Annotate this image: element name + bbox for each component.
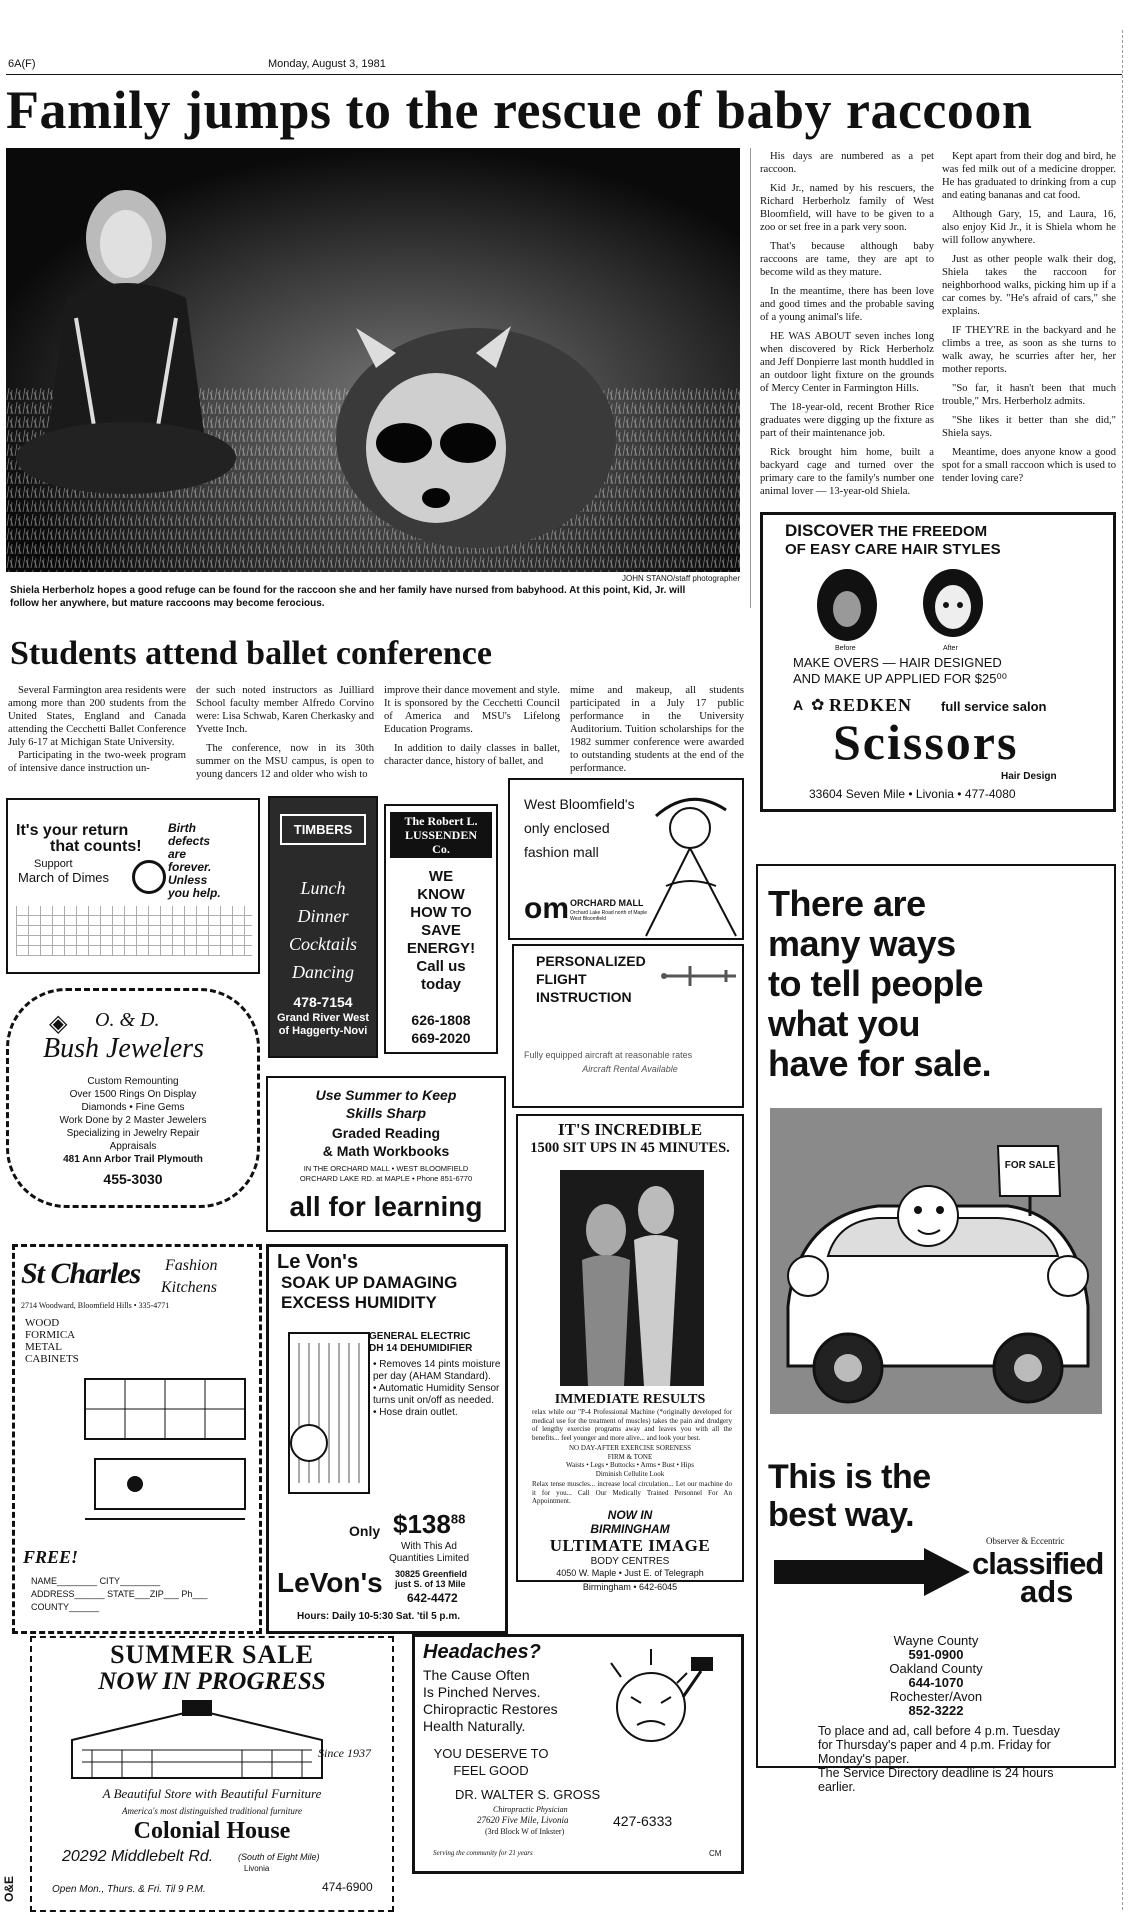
airplane-icon: [660, 960, 740, 990]
colonial-house-logo: Colonial House: [133, 1818, 291, 1844]
classified-fine-print: [818, 1724, 1108, 1794]
benefit-line: FIRM & TONE: [607, 1452, 653, 1461]
energy-message: [386, 868, 496, 994]
redken-logo: REDKEN: [829, 695, 913, 715]
story-paragraph: Kept apart from their dog and bird, he was fed milk out of a medicine dropper. He has graduated to drinking from a cup and eating bananas and cat food.: [942, 151, 1116, 201]
story-paragraph: "She likes it better than she did," Shiela says.: [942, 415, 1116, 439]
menu-dinner: Dinner: [297, 906, 349, 926]
for-sale-car-illustration: [768, 1106, 1104, 1416]
dr-block: (3rd Block W of Inkster): [485, 1827, 565, 1836]
energy-line: HOW TO: [410, 904, 472, 921]
price-text: [393, 1509, 465, 1540]
with-line: Quantities Limited: [388, 1553, 470, 1564]
energy-line: ENERGY!: [406, 940, 476, 957]
return-title: It's your return: [16, 822, 129, 839]
couple-photo: [560, 1170, 704, 1386]
address-field[interactable]: ADDRESS______ STATE___ZIP___ Ph___: [31, 1589, 208, 1599]
summer-sale: SUMMER SALE: [110, 1640, 314, 1669]
fashion-text: Fashion: [165, 1257, 218, 1274]
ge-line: GENERAL ELECTRIC: [369, 1331, 471, 1342]
cause-line: Chiropractic Restores: [423, 1701, 558, 1717]
discover-text: DISCOVER: [785, 521, 874, 540]
freedom-text: THE FREEDOM: [877, 523, 988, 540]
om-logo: om: [524, 892, 569, 925]
dimes-chart-graphic: [16, 906, 252, 956]
deserve-line: FEEL GOOD: [453, 1763, 529, 1778]
menu-lunch: Lunch: [300, 878, 346, 898]
story-paragraph: Meantime, does anyone know a good spot for a small raccoon which is used to tender loving care?: [942, 447, 1116, 484]
bush-line: 481 Ann Arbor Trail Plymouth: [63, 1154, 203, 1165]
makeup-text: AND MAKE UP APPLIED FOR $25⁰⁰: [793, 671, 1007, 686]
observer-eccentric-logo: Observer & Eccentric: [986, 1536, 1065, 1546]
county-field[interactable]: COUNTY______: [31, 1602, 100, 1612]
timbers-ad: [268, 796, 378, 1058]
addr-line: just S. of 13 Mile: [395, 1579, 466, 1589]
headline-line: to tell people: [768, 963, 984, 1004]
flight-headline: [536, 952, 646, 1006]
cause-line: The Cause Often: [423, 1667, 530, 1683]
lussenden-name3: Co.: [432, 842, 450, 856]
bush-line: Appraisals: [109, 1141, 157, 1152]
bush-phone: 455-3030: [103, 1171, 163, 1187]
makeovers-text: MAKE OVERS — HAIR DESIGNED: [793, 655, 1002, 670]
story-paragraph: Participating in the two-week program of intensive dance instruction un-: [8, 750, 186, 774]
story-paragraph: mime and makeup, all students participated in a July 17 public performance in the University Auditorium. Tuition scholarships for the 1982 summer conference were awarded to outstanding students at the end of the performance.: [570, 685, 744, 774]
cause-text: [423, 1667, 558, 1735]
slogan-line: Birth: [168, 821, 196, 835]
coupon-form: [31, 1575, 257, 1614]
orchard-mall-sub: Orchard Lake Road north of Maple West Bloomfield: [570, 910, 647, 922]
orchard-tagline: [524, 792, 635, 864]
bush-line: Diamonds • Fine Gems: [81, 1102, 185, 1113]
cause-line: Health Naturally.: [423, 1718, 526, 1734]
march-of-dimes-ad: [6, 798, 260, 974]
cabinet-type: CABINETS: [25, 1353, 79, 1365]
levons-head: Le Von's: [277, 1251, 359, 1273]
deserve-line: YOU DESERVE TO: [433, 1746, 549, 1761]
dr-address: 27620 Five Mile, Livonia: [477, 1815, 569, 1825]
energy-line: SAVE: [421, 922, 461, 939]
learning-addr-line: ORCHARD LAKE RD. at MAPLE • Phone 851-6770: [299, 1174, 473, 1183]
birth-defects-slogan: [168, 822, 221, 900]
feature-item: • Removes 14 pints moisture per day (AHAM Standard).: [373, 1359, 501, 1382]
story-paragraph: IF THEY'RE in the backyard and he climbs a tree, as soon as she turns to walk away, he scurries after her, her mother reports.: [942, 325, 1116, 375]
now-in-text: NOW IN: [607, 1508, 653, 1522]
counts-title: that counts!: [50, 838, 142, 855]
flight-line: FLIGHT: [536, 971, 587, 987]
county-label: Rochester/Avon: [889, 1689, 983, 1704]
since-text: Since 1937: [318, 1746, 371, 1760]
headline-line: have for sale.: [768, 1043, 992, 1084]
body-centres-text: BODY CENTRES: [590, 1556, 670, 1567]
incredible-headline: IT'S INCREDIBLE: [557, 1120, 703, 1139]
levons-ad: [266, 1244, 508, 1634]
raccoon-story-col1: [760, 150, 934, 504]
cause-line: Is Pinched Nerves.: [423, 1684, 541, 1700]
page-date: Monday, August 3, 1981: [268, 58, 386, 70]
headline-line: There are: [768, 883, 926, 924]
energy-line: today: [420, 976, 461, 993]
beautiful-text: A Beautiful Store with Beautiful Furniture: [102, 1786, 322, 1801]
headache-illustration: [591, 1643, 741, 1759]
march-of-dimes-logo-icon: [132, 860, 166, 894]
benefit-line: Waists • Legs • Buttocks • Arms • Bust • Hips: [566, 1461, 694, 1470]
story-paragraph: In addition to daily classes in ballet, character dance, history of ballet, and: [384, 743, 560, 767]
ultimate-image-logo: ULTIMATE IMAGE: [549, 1536, 711, 1555]
all-for-learning-logo: all for learning: [289, 1191, 483, 1222]
learning-addr-line: IN THE ORCHARD MALL • WEST BLOOMFIELD: [303, 1164, 469, 1173]
story-paragraph: Several Farmington area residents were among more than 200 students from the United States, England and Canada attending the Cecchetti Ballet Conference July 6-17 at Michigan State University.: [8, 685, 186, 748]
levons-address: [395, 1569, 467, 1589]
ads-logo: ads: [1020, 1574, 1074, 1609]
support-text: Support: [34, 858, 73, 870]
headline-line: what you: [768, 1003, 921, 1044]
bush-details: [9, 1075, 257, 1166]
dehumidifier-illustration: [279, 1323, 379, 1503]
bush-jewelers-ad: [6, 988, 260, 1208]
tagline-line: only enclosed: [524, 820, 610, 836]
learning-line: Skills Sharp: [345, 1105, 427, 1121]
birmingham-text: BIRMINGHAM: [590, 1522, 670, 1536]
menu-dancing: Dancing: [292, 962, 354, 982]
story-paragraph: Just as other people walk their dog, Shiela takes the raccoon for neighborhood walks, picking him up if a car comes by. "He's afraid of cars," she explains.: [942, 254, 1116, 317]
fine-line: The Service Directory deadline is 24 hours: [818, 1766, 1054, 1780]
best-way-headline: [768, 1458, 931, 1534]
situps-benefits: [518, 1444, 742, 1478]
learning-line: Use Summer to Keep: [315, 1087, 457, 1103]
dr-gross-ad: [412, 1634, 744, 1874]
column-rule: [750, 148, 751, 608]
lussenden-name1: The Robert L.: [404, 814, 478, 828]
after-photo: [913, 565, 993, 643]
soak-up-headline: [281, 1273, 457, 1313]
fine-line: To place and ad, call before 4 p.m. Tuesday: [818, 1724, 1060, 1738]
benefit-line: NO DAY-AFTER EXERCISE SORENESS: [568, 1444, 692, 1452]
soak-line: EXCESS HUMIDITY: [281, 1293, 437, 1312]
story-paragraph: The conference, now in its 30th summer on the MSU campus, is open to young dancers 12 and older who wish to: [196, 743, 374, 780]
america-text: America's most distinguished traditional furniture: [121, 1806, 303, 1816]
ultimate-phone: Birmingham • 642-6045: [582, 1582, 678, 1592]
flight-fine1: Fully equipped aircraft at reasonable rates: [524, 1050, 693, 1060]
fine-line: Monday's paper.: [818, 1752, 910, 1766]
classified-phones: [758, 1634, 1114, 1718]
story-paragraph: Kid Jr., named by his rescuers, the Richard Herberholz family of West Bloomfield, will have to be given to a zoo or set free in a park very soon.: [760, 183, 934, 233]
many-ways-headline: [768, 884, 991, 1084]
ultimate-image-ad: [516, 1114, 744, 1582]
dr-phone: 427-6333: [613, 1813, 673, 1829]
slogan-line: you help.: [168, 886, 221, 900]
st-charles-logo: St Charles: [21, 1257, 141, 1290]
photo-caption-line2: follow her anywhere, but mature raccoons may become ferocious.: [10, 598, 325, 609]
diamond-icon: ◈: [49, 1011, 68, 1037]
slogan-line: Unless: [168, 873, 208, 887]
ballet-col2: [196, 684, 374, 787]
county-phone: 852-3222: [908, 1703, 964, 1718]
levon-features: [373, 1359, 505, 1419]
flight-fine2: Aircraft Rental Available: [582, 1064, 678, 1074]
learning-line: & Math Workbooks: [322, 1143, 450, 1159]
st-charles-address: 2714 Woodward, Bloomfield Hills • 335-4771: [21, 1301, 170, 1310]
colonial-address: 20292 Middlebelt Rd.: [62, 1848, 214, 1865]
serving-text: Serving the community for 21 years: [433, 1849, 533, 1857]
zip-label: ZIP: [149, 1589, 164, 1599]
bush-line: Work Done by 2 Master Jewelers: [59, 1115, 207, 1126]
fine-line: for Thursday's paper and 4 p.m. Friday for: [818, 1738, 1051, 1752]
addr-line: 30825 Greenfield: [395, 1569, 468, 1579]
cabinet-type: WOOD: [25, 1317, 60, 1329]
county-label: Wayne County: [893, 1633, 979, 1648]
classified-logo: classified: [972, 1546, 1104, 1581]
slogan-line: are: [168, 847, 187, 861]
lussenden-ad: [384, 804, 498, 1054]
column-rule: [1122, 30, 1123, 1910]
cabinet-types: [25, 1317, 79, 1365]
colonial-hours: Open Mon., Thurs. & Fri. Til 9 P.M.: [52, 1884, 206, 1895]
learning-address: [268, 1164, 504, 1184]
scissors-ad: [760, 512, 1116, 812]
price-dollars: $138: [393, 1509, 451, 1539]
timbers-phone: 478-7154: [293, 994, 353, 1010]
fine-line: earlier.: [818, 1780, 856, 1794]
story-paragraph: His days are numbered as a pet raccoon.: [760, 151, 934, 175]
easy-care-text: OF EASY CARE HAIR STYLES: [785, 541, 1001, 558]
levons-logo: LeVon's: [277, 1567, 383, 1598]
tagline-line: fashion mall: [524, 844, 599, 860]
colonial-south: (South of Eight Mile): [238, 1852, 320, 1862]
lussenden-logo: [390, 812, 492, 858]
ballet-headline: Students attend ballet conference: [10, 635, 492, 672]
feature-item: • Automatic Humidity Sensor turns unit on/off as needed.: [373, 1383, 500, 1406]
best-line: This is the: [768, 1458, 931, 1496]
raccoon-photo: [6, 148, 740, 572]
dr-name: DR. WALTER S. GROSS: [455, 1787, 601, 1802]
flight-instruction-ad: [512, 944, 744, 1108]
learning-line: Graded Reading: [331, 1125, 441, 1141]
headline-line: many ways: [768, 923, 956, 964]
cabinet-type: FORMICA: [25, 1329, 76, 1341]
feature-text: Hose drain outlet.: [379, 1407, 458, 1418]
story-paragraph: Rick brought him home, built a backyard cage and turned over the primary care to the family's number one animal lover — 13-year-old Shiela.: [760, 447, 934, 497]
slogan-line: defects: [168, 834, 211, 848]
all-for-learning-ad: [266, 1076, 506, 1232]
colonial-house-ad: [30, 1636, 394, 1912]
price-cents: 88: [450, 1511, 466, 1527]
only-text: Only: [349, 1523, 381, 1539]
learning-headline: [268, 1086, 504, 1122]
story-paragraph: In the meantime, there has been love and good times and the probable saving of a young animal's life.: [760, 286, 934, 323]
story-paragraph: "So far, it hasn't been that much trouble," Mrs. Herberholz admits.: [942, 383, 1116, 407]
ballet-col3: [384, 684, 560, 774]
with-this-ad: [369, 1541, 489, 1565]
arrow-right-icon: [774, 1548, 970, 1596]
feature-text: Removes 14 pints moisture per day (AHAM Standard).: [373, 1359, 501, 1382]
lussenden-phone2: 669-2020: [411, 1030, 471, 1046]
story-paragraph: der such noted instructors as Juilliard School faculty member Alfredo Corvino were: Lisa Schwab, Karen Cherkasky and Yvette Inch.: [196, 685, 374, 735]
st-charles-ad: [12, 1244, 262, 1634]
od-text: O. & D.: [95, 1009, 160, 1031]
immediate-results: IMMEDIATE RESULTS: [554, 1392, 706, 1407]
photo-caption-line1: Shiela Herberholz hopes a good refuge can be found for the raccoon she and her family have nursed from babyhood. At this point, Kid, Jr. will: [10, 585, 686, 596]
levons-hours: Hours: Daily 10-5:30 Sat. 'til 5 p.m.: [297, 1611, 460, 1622]
slogan-line: forever.: [168, 860, 212, 874]
ultimate-address: 4050 W. Maple • Just E. of Telegraph: [556, 1568, 704, 1578]
orchard-mall-ad: [508, 778, 744, 940]
address-label: ADDRESS: [31, 1589, 75, 1599]
deserve-text: [421, 1745, 561, 1779]
menu-cocktails: Cocktails: [289, 934, 357, 954]
flight-line: PERSONALIZED: [536, 953, 646, 969]
county-phone: 644-1070: [908, 1675, 964, 1690]
colonial-livonia: Livonia: [244, 1864, 270, 1873]
learning-products: [268, 1124, 504, 1160]
ge-line: DH 14 DEHUMIDIFIER: [369, 1343, 473, 1354]
story-paragraph: The 18-year-old, recent Brother Rice graduates were digging up the fixture as part of their maintenance job.: [760, 402, 934, 439]
scissors-address: 33604 Seven Mile • Livonia • 477-4080: [809, 787, 1016, 801]
situps-body: relax while our "P-4 Professional Machine (*originally developed for medical use for the treatment of muscles) takes the pain and drudgery of lengthy exercise programs away and leaves you with all the benefits... feel younger and more alive... and look your best.: [532, 1408, 732, 1442]
story-paragraph: improve their dance movement and style. It is sponsored by the Cecchetti Council of America and MSU's Lifelong Education Programs.: [384, 685, 560, 735]
before-photo: [807, 565, 887, 643]
state-label: STATE: [107, 1589, 135, 1599]
timbers-location: Grand River West of Haggerty-Novi: [276, 1012, 370, 1037]
energy-line: WE: [428, 868, 454, 885]
a-text: A: [793, 697, 804, 713]
salon-text: full service salon: [941, 699, 1047, 714]
free-text: FREE!: [23, 1547, 79, 1567]
for-sale-sign: FOR SALE: [1004, 1160, 1056, 1171]
city-label: CITY: [99, 1576, 121, 1586]
levons-phone: 642-4472: [407, 1591, 458, 1605]
lussenden-phone1: 626-1808: [411, 1012, 471, 1028]
best-line: best way.: [768, 1496, 915, 1534]
energy-line: Call us: [416, 958, 466, 975]
headaches-text: Headaches?: [423, 1641, 541, 1663]
with-line: With This Ad: [401, 1541, 457, 1552]
feature-text: Automatic Humidity Sensor turns unit on/off as needed.: [373, 1383, 500, 1406]
bush-line: Over 1500 Rings On Display: [69, 1089, 197, 1100]
before-label: Before: [835, 645, 856, 652]
ge-model: [369, 1331, 472, 1355]
flight-line: INSTRUCTION: [536, 989, 632, 1005]
situps-relax: Relax tense muscles... increase local circulation... Let our machine do it for you... Call Our Medically Trained Personnel For An Appointment.: [532, 1480, 732, 1506]
hair-design-text: Hair Design: [1001, 771, 1057, 782]
cabinet-type: METAL: [25, 1341, 63, 1353]
scissors-logo: Scissors: [833, 714, 1019, 770]
story-paragraph: Although Gary, 15, and Laura, 16, also enjoy Kid Jr., it is Shiela whom he will follow anywhere.: [942, 209, 1116, 246]
benefit-line: Diminish Cellulite Look: [595, 1469, 665, 1478]
redken-icon: ✿: [811, 697, 825, 714]
page-number: 6A(F): [8, 58, 36, 70]
feature-item: • Hose drain outlet.: [373, 1407, 458, 1418]
scissors-headline: [785, 521, 987, 541]
bush-jewelers-logo: Bush Jewelers: [43, 1033, 204, 1064]
march-of-dimes-name: March of Dimes: [18, 870, 110, 885]
tagline-line: West Bloomfield's: [524, 796, 635, 812]
photo-credit: JOHN STANO/staff photographer: [622, 574, 740, 583]
now-in-progress: NOW IN PROGRESS: [98, 1668, 326, 1695]
ph-label: Ph: [181, 1589, 193, 1599]
soak-line: SOAK UP DAMAGING: [281, 1273, 458, 1292]
ballet-col1: [8, 684, 186, 781]
timbers-logo: TIMBERS: [280, 814, 366, 845]
name-field[interactable]: NAME________ CITY________: [31, 1576, 161, 1586]
lussenden-name2: LUSSENDEN: [404, 828, 478, 842]
margin-tag: O&E: [2, 1875, 16, 1902]
kitchen-illustration: [75, 1369, 255, 1539]
situps-headline: 1500 SIT UPS IN 45 MINUTES.: [530, 1140, 730, 1156]
dr-title: Chiropractic Physician: [493, 1805, 568, 1814]
bush-line: Specializing in Jewelry Repair: [66, 1128, 200, 1139]
ballet-col4: [570, 684, 744, 781]
name-label: NAME: [31, 1576, 58, 1586]
energy-line: KNOW: [417, 886, 465, 903]
colonial-phone: 474-6900: [322, 1880, 373, 1894]
county-label: COUNTY: [31, 1602, 69, 1612]
classified-ads-ad: [756, 864, 1116, 1794]
cm-text: CM: [709, 1849, 722, 1858]
bush-line: Custom Remounting: [87, 1076, 179, 1087]
county-label: Oakland County: [889, 1661, 983, 1676]
after-label: After: [943, 645, 958, 652]
masthead-rule: [6, 74, 1122, 75]
story-paragraph: HE WAS ABOUT seven inches long when discovered by Rick Herberholz and Jeff Donpierre last month huddled in an outdoor light fixture on the grounds of Mercy Center in Farmington Hills.: [760, 331, 934, 394]
raccoon-story-col2: [942, 150, 1116, 491]
kitchens-text: Kitchens: [161, 1279, 217, 1296]
county-phone: 591-0900: [908, 1647, 964, 1662]
timbers-menu: [270, 874, 376, 986]
raccoon-headline: Family jumps to the rescue of baby raccoon: [6, 80, 1033, 140]
orchard-mall-name: ORCHARD MALL: [570, 898, 644, 908]
store-building-illustration: [62, 1700, 332, 1780]
story-paragraph: That's because although baby raccoons are tame, they are apt to become wild as they mature.: [760, 241, 934, 278]
